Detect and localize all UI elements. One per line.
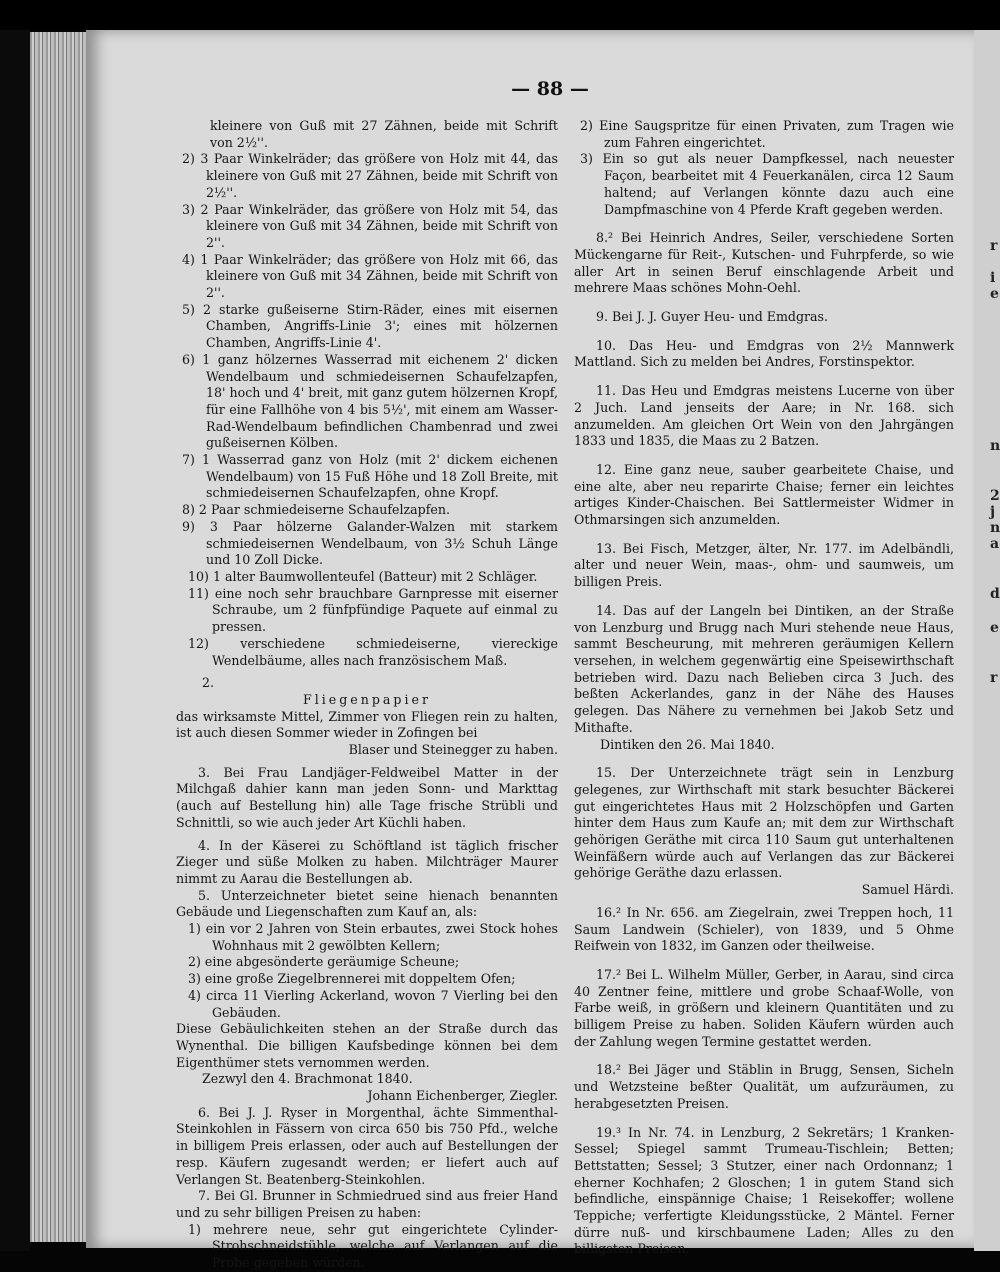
entry-l17: 3. Bei Frau Landjäger-Feldweibel Matter in der Milchgaß dahier kann man jeden Sonn- und Markttag (auch auf Bestellung hin) alle Tage frische Strübli und Schnittli, so wie auch jeder Art Küchli haben. [176, 764, 558, 830]
entry-l19: 5. Unterzeichneter bietet seine hienach benannten Gebäude und Liegenschaften zum Kauf an, als: [176, 887, 558, 920]
entry-l02: 2) 3 Paar Winkelräder; das größere von Holz mit 44, das kleinere von Guß mit 27 Zähnen, beide mit Schrift von 2½''. [182, 151, 558, 200]
entry-l15: das wirksamste Mittel, Zimmer von Fliegen rein zu halten, ist auch diesen Sommer wieder in Zofingen bei [176, 708, 558, 741]
entry-r13: 16.² In Nr. 656. am Ziegelrain, zwei Treppen hoch, 11 Saum Landwein (Schieler), von 1839, und 5 Ohme Reifwein von 1832, im Ganzen oder theilweise. [574, 904, 954, 954]
entry-l25: Zezwyl den 4. Brachmonat 1840. [202, 1071, 413, 1087]
entry-r12: Samuel Härdi. [861, 882, 954, 898]
entry-l29: 1) mehrere neue, sehr gut eingerichtete Cylinder-Strohschneidstühle, welche auf Verlangen auf die Probe gegeben würden. [188, 1221, 558, 1271]
adjacent-page-glyph: n [990, 438, 1000, 454]
entry-l24: Diese Gebäulichkeiten stehen an der Straße durch das Wynenthal. Die billigen Kaufsbedinge können bei dem Eigenthümer stets vernommen werden. [176, 1021, 558, 1070]
page-number: — 88 — [511, 78, 589, 100]
entry-r06: 11. Das Heu und Emdgras meistens Lucerne von über 2 Juch. Land jenseits der Aare; in Nr. 168. sich anzumelden. Am gleichen Ort Wein von den Jahrgängen 1833 und 1835, die Maas zu 2 Batzen. [574, 383, 954, 449]
entry-r02: 3) Ein so gut als neuer Dampfkessel, nach neuester Façon, bearbeitet mit 4 Feuerkanälen, circa 12 Saum haltend; auf Verlangen könnte dazu auch eine Dampfmaschine von 4 Pferde Kraft gegeben werden. [580, 151, 954, 217]
adjacent-page-glyph: i [990, 270, 996, 286]
entry-r08: 13. Bei Fisch, Metzger, älter, Nr. 177. im Adelbändli, alter und neuer Wein, maas-, ohm- und saumweis, um billigen Preis. [574, 540, 954, 590]
entry-l10: 10) 1 alter Baumwollenteufel (Batteur) mit 2 Schläger. [188, 568, 538, 584]
left-column [176, 118, 558, 1272]
adjacent-page-glyph: a [990, 536, 1000, 552]
adjacent-page-strip [974, 30, 1000, 1251]
entry-l16: Blaser und Steinegger zu haben. [348, 742, 558, 758]
entry-l22: 3) eine große Ziegelbrennerei mit doppeltem Ofen; [188, 971, 516, 987]
adjacent-page-glyph: r [990, 238, 998, 254]
entry-l08: 8) 2 Paar schmiedeiserne Schaufelzapfen. [182, 502, 450, 518]
entry-l03: 3) 2 Paar Winkelräder, das größere von Holz mit 54, das kleinere von Guß mit 34 Zähnen, beide mit Schrift von 2''. [182, 201, 558, 250]
entry-l09: 9) 3 Paar hölzerne Galander-Walzen mit starkem schmiedeisernen Wendelbaum, von 3½ Schuh Länge und 10 Zoll Dicke. [182, 518, 558, 568]
entry-l27: 6. Bei J. J. Ryser in Morgenthal, ächte Simmenthal-Steinkohlen in Fässern von circa 650 bis 750 Pfd., welche in billigem Preis erlassen, oder auch auf Bestellungen der resp. Käufern zugesandt werden; er liefert auch auf Verlangen St. Beatenberg-Steinkohlen. [176, 1104, 558, 1187]
entry-r11: 15. Der Unterzeichnete trägt sein in Lenzburg gelegenes, zur Wirthschaft mit stark besuchter Bäckerei gut eingerichtetes Haus mit 2 Holzschöpfen und Garten hinter dem Haus zum Kaufe an; mit dem zur Wirthschaft gehörigen Geräthe mit circa 110 Saum gut unterhaltenen Weinfäßern würde auch auf Verlangen das zur Bäckerei gehörige Geräthe dazu erlassen. [574, 765, 954, 881]
adjacent-page-glyph: 2 [990, 488, 1000, 504]
entry-l01: kleinere von Guß mit 27 Zähnen, beide mit Schrift von 2½''. [210, 118, 558, 150]
adjacent-page-glyph: n [990, 520, 1000, 536]
entry-l18: 4. In der Käserei zu Schöftland ist täglich frischer Zieger und süße Molken zu haben. Milchträger Maurer nimmt zu Aarau die Bestellungen ab. [176, 837, 558, 886]
entry-r05: 10. Das Heu- und Emdgras von 2½ Mannwerk Mattland. Sich zu melden bei Andres, Forstinspektor. [574, 337, 954, 370]
entry-r03: 8.² Bei Heinrich Andres, Seiler, verschiedene Sorten Mückengarne für Reit-, Kutschen- und Fuhrpferde, so wie aller Art in seinen Beruf einschlagende Arbeit und mehrere Maas schönes Mohn-Oehl. [574, 230, 954, 296]
entry-r14: 17.² Bei L. Wilhelm Müller, Gerber, in Aarau, sind circa 40 Zentner feine, mittlere und grobe Schaaf-Wolle, von Farbe weiß, in größern und kleinern Quantitäten und zu billigem Preise zu haben. Soliden Käufern würden auch der Zahlung wegen Termine gestattet werden. [574, 966, 954, 1049]
entry-l20: 1) ein vor 2 Jahren von Stein erbautes, zwei Stock hohes Wohnhaus mit 2 gewölbten Kellern; [188, 921, 558, 953]
adjacent-page-glyph: d [990, 586, 1000, 602]
adjacent-page-glyph: e [990, 620, 999, 636]
entry-r15: 18.² Bei Jäger und Stäblin in Brugg, Sensen, Sicheln und Wetzsteine beßter Qualität, um aufzuräumen, zu herabgesetzten Preisen. [574, 1062, 954, 1111]
entry-l26: Johann Eichenberger, Ziegler. [367, 1088, 558, 1104]
entry-l21: 2) eine abgesönderte geräumige Scheune; [188, 954, 460, 970]
entry-l11: 11) eine noch sehr brauchbare Garnpresse mit eiserner Schraube, um 2 fünfpfündige Paquete auf einmal zu pressen. [188, 585, 558, 635]
page-header [0, 78, 1000, 100]
entry-l12: 12) verschiedene schmiedeiserne, viereckige Wendelbäume, alles nach französischem Maß. [188, 635, 558, 668]
entry-l07: 7) 1 Wasserrad ganz von Holz (mit 2' dickem eichenen Wendelbaum) von 15 Fuß Höhe und 18 Zoll Breite, mit schmiedeisernen Schaufelzapfen, ohne Kropf. [182, 452, 558, 501]
entry-l13: 2. [202, 675, 215, 691]
adjacent-page-glyph: j [990, 504, 996, 520]
entry-r16: 19.³ In Nr. 74. in Lenzburg, 2 Sekretärs; 1 Kranken-Sessel; Spiegel sammt Trumeau-Tischlein; Betten; Bettstatten; Sessel; 3 Stutzer, einer nach Ordonnanz; 1 eherner Kochhafen; 2 Gloschen; 1 in gutem Stand sich befindliche, einspännige Chaise; 1 Reisekoffer; wollene Teppiche; verfertigte Kleidungsstücke, 2 Mäntel. Ferner dürre nuß- und kirschbaumene Laden; Alles zu den billigsten Preisen. [574, 1124, 954, 1257]
entry-r01: 2) Eine Saugspritze für einen Privaten, zum Tragen wie zum Fahren eingerichtet. [580, 118, 954, 150]
entry-l23: 4) circa 11 Vierling Ackerland, wovon 7 Vierling bei den Gebäuden. [188, 987, 558, 1020]
entry-r10: Dintiken den 26. Mai 1840. [600, 736, 775, 752]
entry-l28: 7. Bei Gl. Brunner in Schmiedrued sind aus freier Hand und zu sehr billigen Preisen zu haben: [176, 1188, 558, 1220]
entry-r09: 14. Das auf der Langeln bei Dintiken, an der Straße von Lenzburg und Brugg nach Muri stehende neue Haus, sammt Bescheurung, mit mehreren geräumigen Kellern versehen, in welchem gegenwärtig eine Speisewirthschaft betrieben wird. Dazu nach Belieben circa 3 Juch. des beßten Ackerlandes, ganz in der Nähe des Hauses gelegen. Das Nähere zu vernehmen bei Jakob Setz und Mithafte. [574, 602, 954, 735]
entry-l05: 5) 2 starke gußeiserne Stirn-Räder, eines mit eisernen Chamben, Angriffs-Linie 3'; eines mit hölzernen Chamben, Angriffs-Linie 4'. [182, 301, 558, 351]
entry-r04: 9. Bei J. J. Guyer Heu- und Emdgras. [596, 309, 829, 325]
entry-l04: 4) 1 Paar Winkelräder; das größere von Holz mit 66, das kleinere von Guß mit 34 Zähnen, beide mit Schrift von 2''. [182, 251, 558, 301]
entry-l06: 6) 1 ganz hölzernes Wasserrad mit eichenem 2' dicken Wendelbaum und schmiedeisernen Schaufelzapfen, 18' hoch und 4' breit, mit ganz gutem hölzernen Kropf, für eine Fallhöhe von 4 bis 5½', mit einem am Wasser-Rad-Wendelbaum befindlichen Chambenrad und zwei gußeisernen Kölben. [182, 351, 558, 451]
scan-border-top [0, 0, 1000, 30]
adjacent-page-glyph: e [990, 286, 999, 302]
scan-border-left [0, 30, 30, 1251]
entry-r07: 12. Eine ganz neue, sauber gearbeitete Chaise, und eine alte, aber neu reparirte Chaise; ferner ein leichtes artiges Kinder-Chaischen. Bei Sattlermeister Widmer in Othmarsingen sich anzumelden. [574, 461, 954, 528]
entry-l14: Fliegenpapier [302, 691, 431, 707]
right-column [574, 118, 954, 1258]
book-page-edges [30, 32, 88, 1242]
adjacent-page-glyph: r [990, 670, 998, 686]
